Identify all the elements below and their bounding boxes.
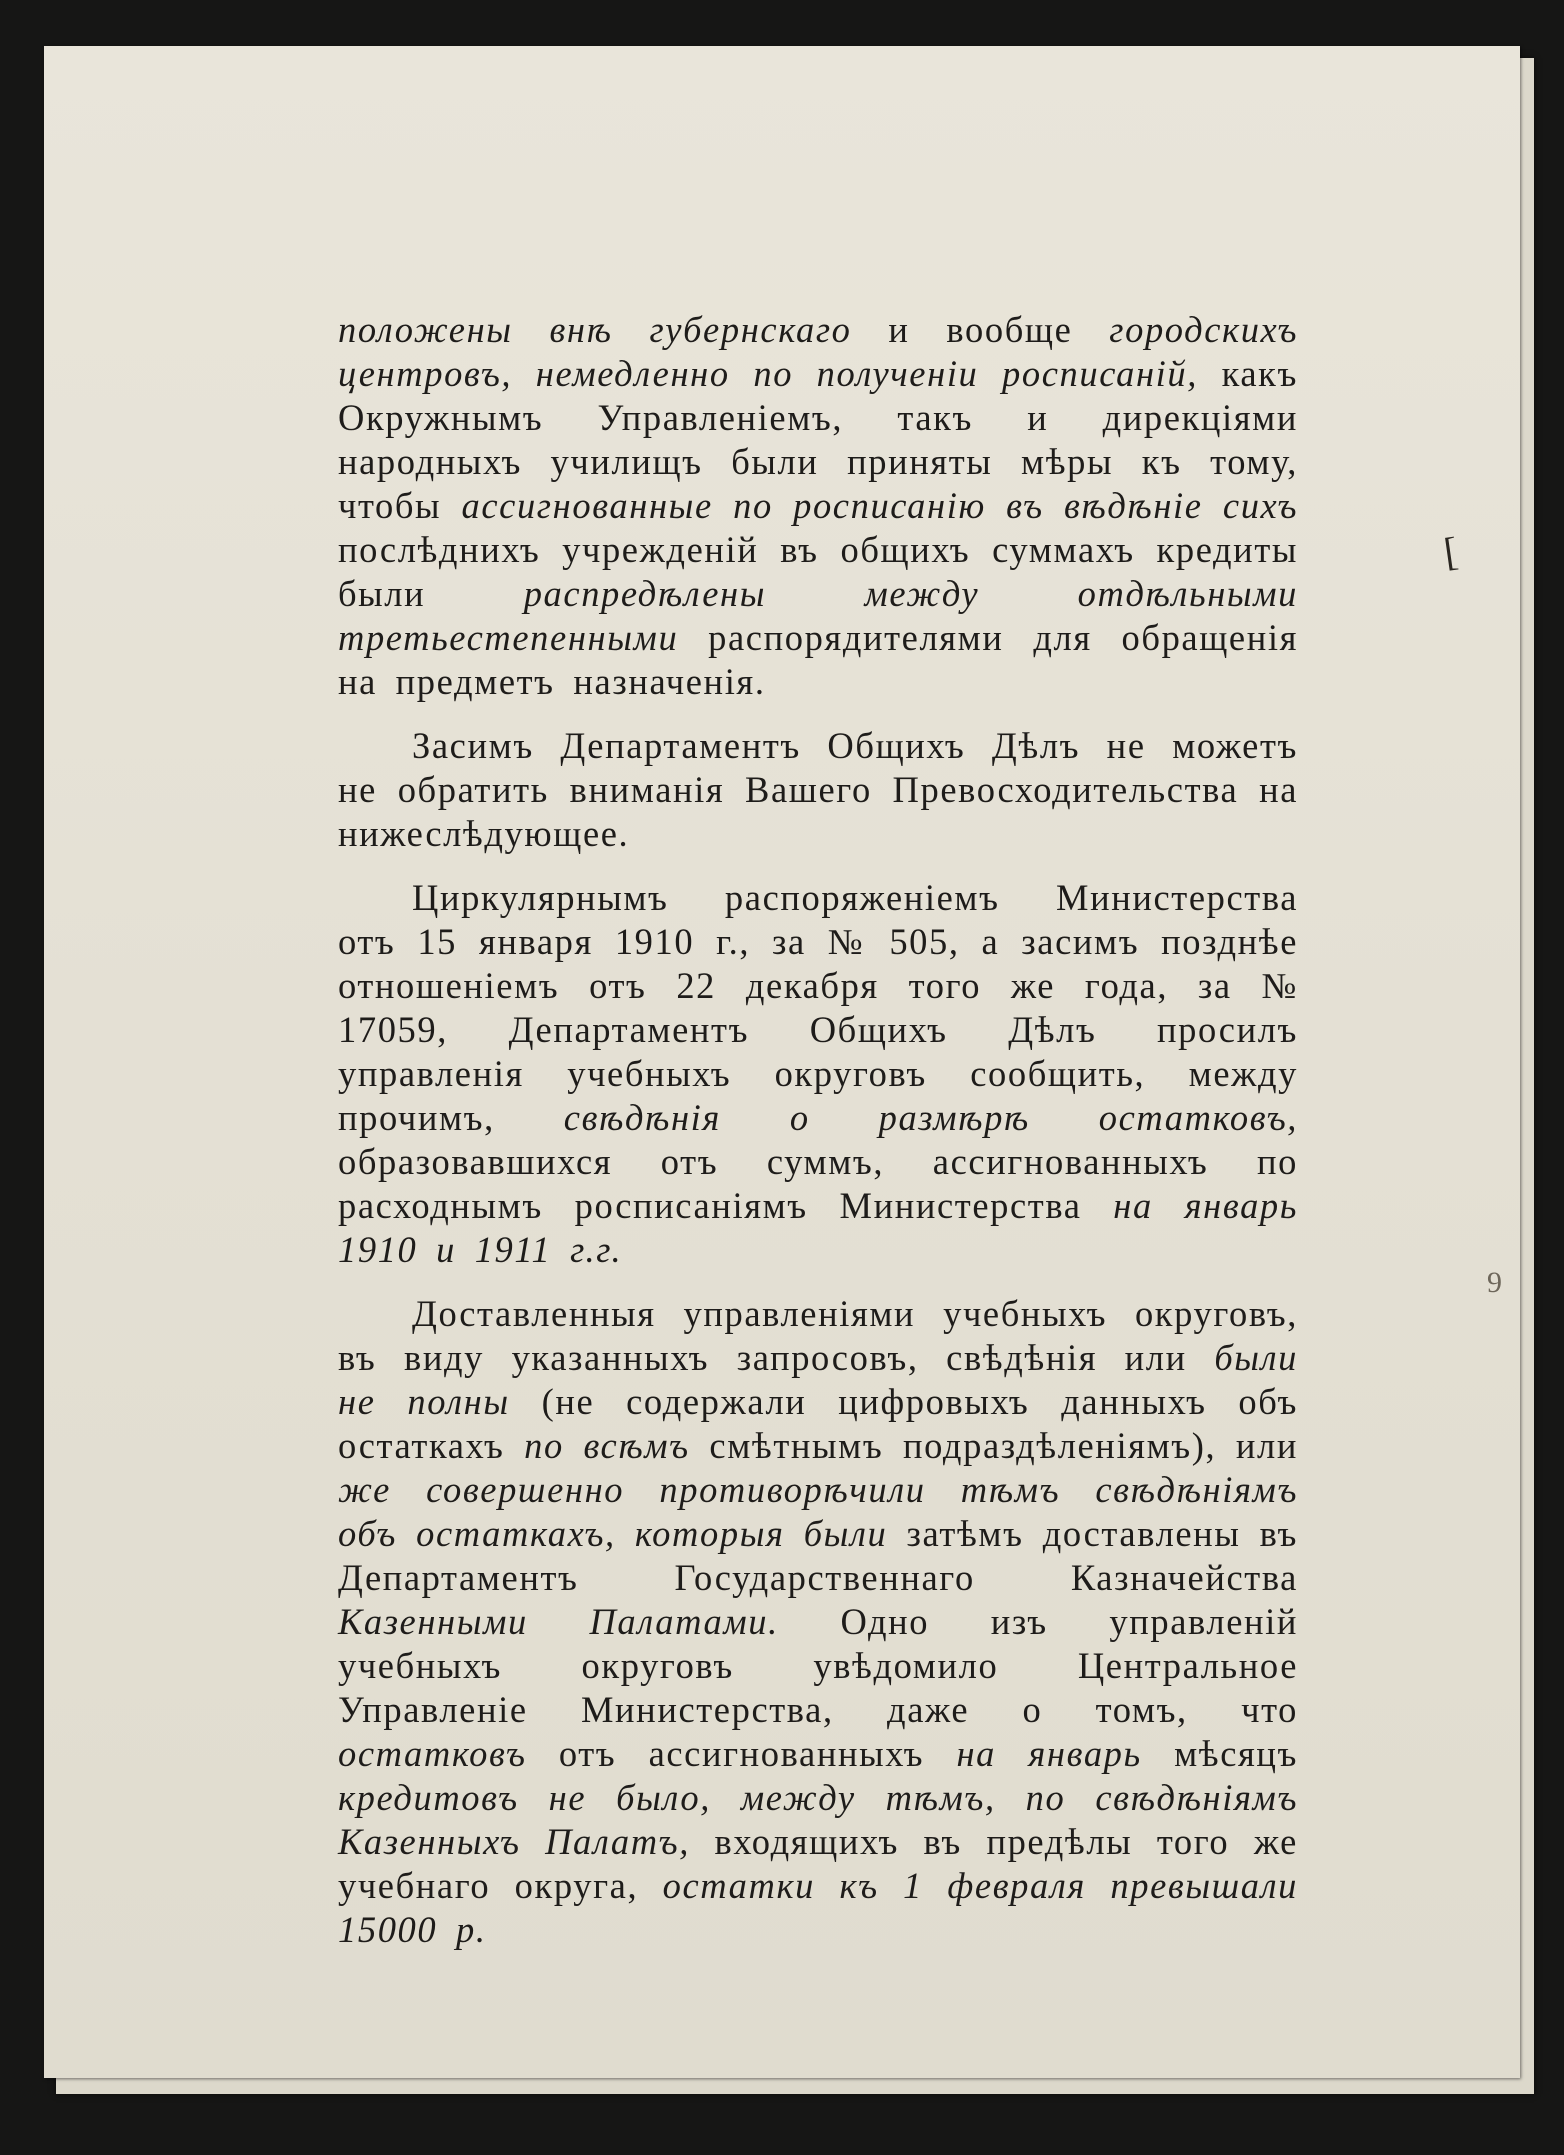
italic-text-fragment: были не полны (338, 1337, 1298, 1422)
text-fragment: Циркулярнымъ распоряженіемъ Министерства отъ 15 января 1910 г., за № 505, а засимъ позднѣе отношеніемъ отъ 22 декабря того же года, за № 17059, Департаментъ Общихъ Дѣлъ просилъ управленія учебныхъ округовъ сообщить, между прочимъ, (338, 877, 1298, 1138)
paragraph-1 (338, 308, 1298, 704)
italic-text-fragment: ассигнованные по росписанію въ вѣдѣніе сихъ (461, 485, 1298, 526)
text-fragment: Доставленныя управленіями учебныхъ округовъ, въ виду указанныхъ запросовъ, свѣдѣнія или (338, 1293, 1298, 1378)
italic-text-fragment: распредѣлены между отдѣльными третьестепенными (338, 573, 1298, 658)
italic-text-fragment: на январь 1910 и 1911 г.г. (338, 1185, 1298, 1270)
italic-text-fragment: по всѣмъ (524, 1425, 690, 1466)
italic-text-fragment: остатковъ (338, 1733, 527, 1774)
italic-text-fragment: свѣдѣнія о размѣрѣ остатковъ, (563, 1097, 1298, 1138)
paragraph-4 (338, 1292, 1298, 1952)
text-fragment: послѣднихъ учрежденій въ общихъ суммахъ кредиты были (338, 529, 1298, 614)
text-fragment: (не содержали цифровыхъ данныхъ объ остаткахъ (338, 1381, 1298, 1466)
italic-text-fragment: на январь (956, 1733, 1142, 1774)
italic-text-fragment: же совершенно противорѣчили тѣмъ свѣдѣніямъ объ остаткахъ, которыя были (338, 1469, 1298, 1554)
text-fragment: мѣсяцъ (1141, 1733, 1298, 1774)
italic-text-fragment: городскихъ центровъ, немедленно по полученіи росписаній, (338, 309, 1298, 394)
italic-text-fragment: остатки къ 1 февраля превышали 15000 р. (338, 1865, 1299, 1950)
paragraph-2 (338, 724, 1298, 856)
text-fragment: распорядителями для обращенія на предметъ назначенія. (338, 617, 1298, 702)
italic-text-fragment: Казенными Палатами. (338, 1601, 779, 1642)
text-fragment: входящихъ въ предѣлы того же учебнаго округа, (338, 1821, 1298, 1906)
margin-pencil-mark: 9 (1487, 1266, 1502, 1299)
paragraph-3 (338, 876, 1298, 1272)
text-fragment: смѣтнымъ подраздѣленіямъ), или (689, 1425, 1298, 1466)
italic-text-fragment: кредитовъ не было, между тѣмъ, по свѣдѣніямъ Казенныхъ Палатъ, (338, 1777, 1298, 1862)
text-fragment: образовавшихся отъ суммъ, ассигнованныхъ по расходнымъ росписаніямъ Министерства (338, 1141, 1298, 1226)
italic-text-fragment: положены внѣ губернскаго (338, 309, 852, 350)
body-text (338, 308, 1298, 1952)
margin-bracket-mark: [ (1440, 528, 1461, 575)
text-fragment: Засимъ Департаментъ Общихъ Дѣлъ не можетъ не обратить вниманія Вашего Превосходительства на нижеслѣдующее. (338, 725, 1298, 854)
text-fragment: Одно изъ управленій учебныхъ округовъ увѣдомило Центральное Управленіе Министерства, даже о томъ, что (338, 1601, 1299, 1730)
text-fragment: затѣмъ доставлены въ Департаментъ Государственнаго Казначейства (338, 1513, 1298, 1598)
text-fragment: какъ Окружнымъ Управленіемъ, такъ и дирекціями народныхъ училищъ были приняты мѣры къ тому, чтобы (338, 353, 1298, 526)
text-fragment: отъ ассигнованныхъ (526, 1733, 957, 1774)
text-fragment: и вообще (851, 309, 1110, 350)
